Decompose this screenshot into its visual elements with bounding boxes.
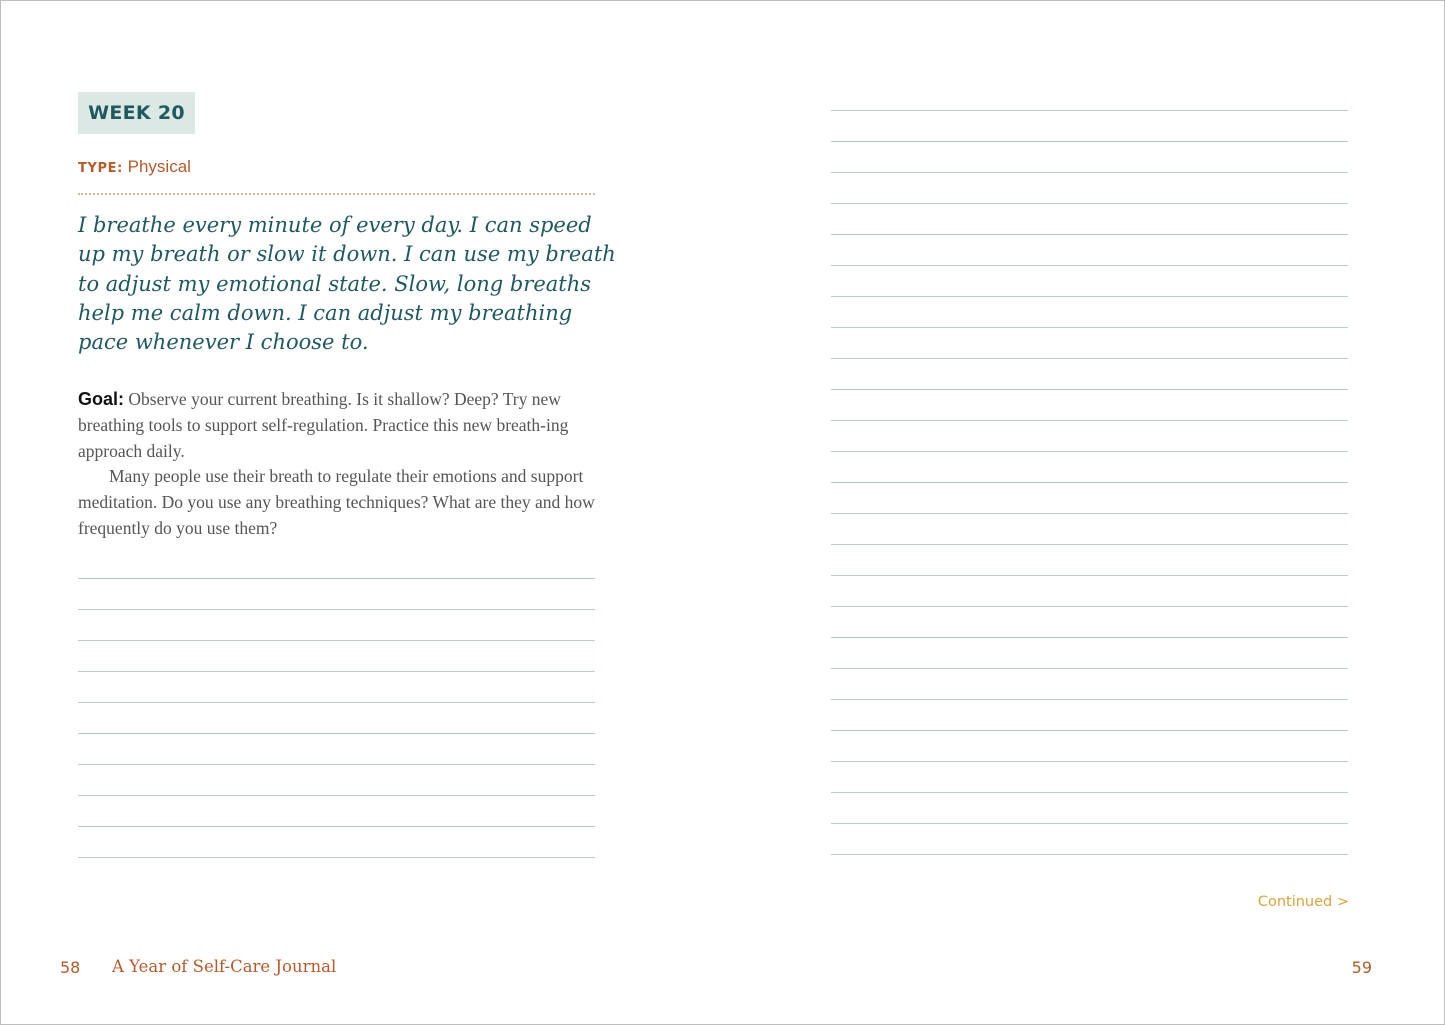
writing-line[interactable] [78,796,595,827]
writing-line[interactable] [831,514,1348,545]
dotted-divider [78,193,595,195]
writing-line[interactable] [78,672,595,703]
type-line [78,157,191,177]
writing-line[interactable] [831,111,1348,142]
writing-line[interactable] [831,576,1348,607]
writing-area-left[interactable] [78,548,595,858]
writing-area-right[interactable] [831,80,1348,855]
writing-line[interactable] [831,359,1348,390]
right-page [723,1,1444,1024]
goal-label: Goal: [78,389,125,409]
writing-line[interactable] [831,607,1348,638]
writing-line[interactable] [831,669,1348,700]
writing-line[interactable] [831,638,1348,669]
writing-line[interactable] [831,235,1348,266]
writing-line[interactable] [78,641,595,672]
goal-text: Observe your current breathing. Is it shallow? Deep? Try new breathing tools to support self-regulation. Practice this new breath-ing approach daily. [78,389,569,461]
writing-line[interactable] [831,793,1348,824]
writing-line[interactable] [831,142,1348,173]
writing-line[interactable] [78,610,595,641]
writing-line[interactable] [831,328,1348,359]
writing-line[interactable] [831,173,1348,204]
week-label: WEEK 20 [88,102,185,124]
writing-line[interactable] [831,204,1348,235]
writing-line[interactable] [831,266,1348,297]
writing-line[interactable] [831,452,1348,483]
affirmation-text: I breathe every minute of every day. I can speed up my breath or slow it down. I can use my breath to adjust my emotional state. Slow, long breaths help me calm down. I can adjust my breathing pace whenever I choose to. [78,213,616,355]
prompt-text: Many people use their breath to regulate their emotions and support meditation. Do you use any breathing techniques? What are they and how frequently do you use them? [78,466,595,538]
book-title: A Year of Self-Care Journal [112,957,337,976]
type-value: Physical [127,157,191,176]
left-page [1,1,723,1024]
goal-paragraph [78,387,626,542]
page-number-left: 58 [60,958,81,977]
writing-line[interactable] [78,765,595,796]
writing-line[interactable] [831,700,1348,731]
writing-line[interactable] [831,80,1348,111]
writing-line[interactable] [831,824,1348,855]
writing-line[interactable] [78,734,595,765]
writing-line[interactable] [831,483,1348,514]
writing-line[interactable] [78,827,595,858]
writing-line[interactable] [831,762,1348,793]
writing-line[interactable] [831,390,1348,421]
continued-label: Continued > [1257,894,1349,910]
writing-line[interactable] [831,421,1348,452]
page-number-right: 59 [1351,958,1372,977]
writing-line[interactable] [831,545,1348,576]
writing-line[interactable] [831,731,1348,762]
type-label: TYPE: [78,161,123,176]
writing-line[interactable] [78,703,595,734]
writing-line[interactable] [831,297,1348,328]
writing-line[interactable] [78,548,595,579]
week-badge [78,92,195,134]
writing-line[interactable] [78,579,595,610]
